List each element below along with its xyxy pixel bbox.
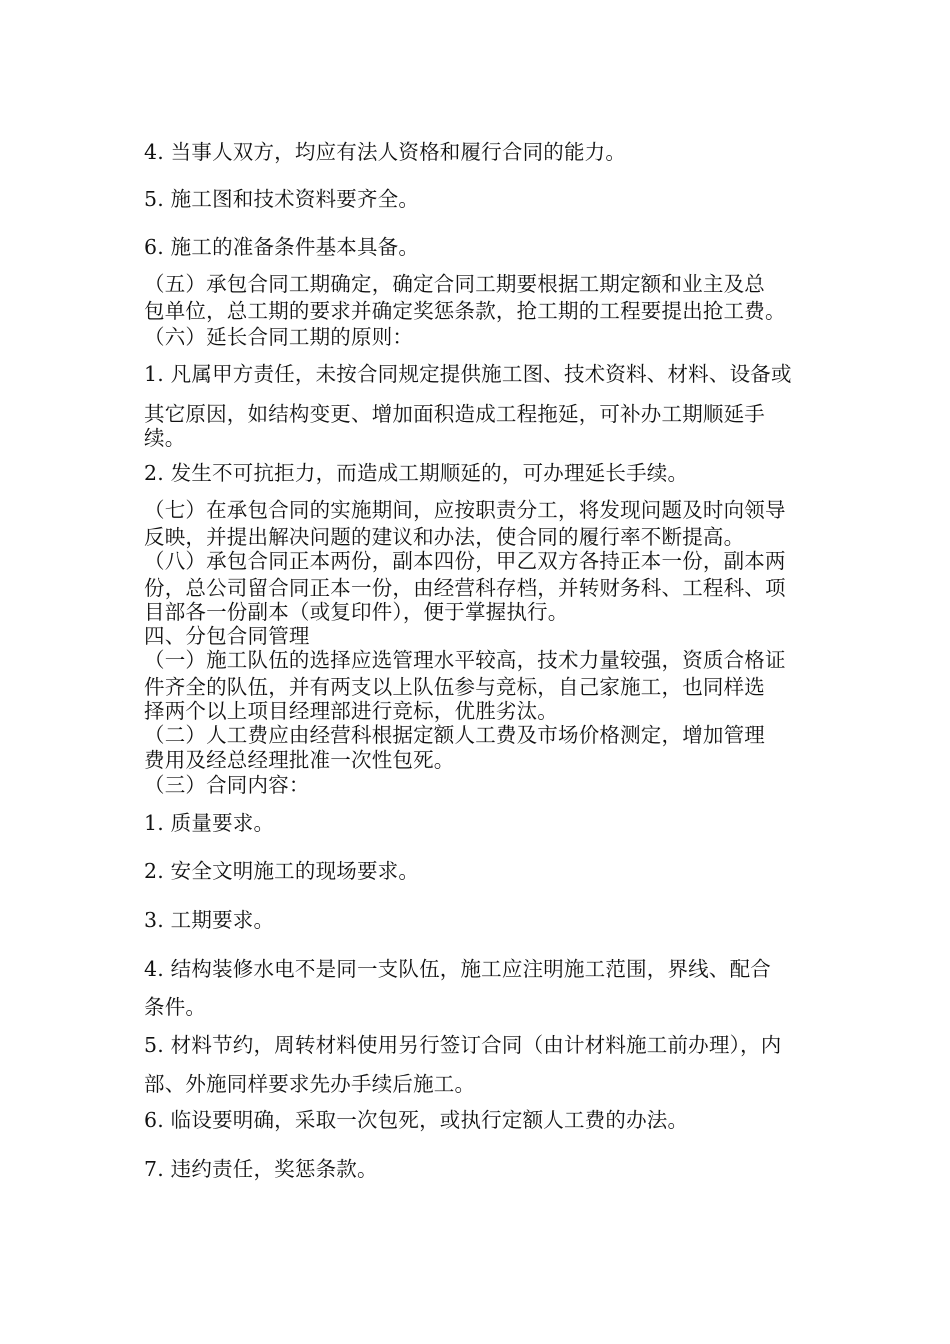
text-line: （八）承包合同正本两份，副本四份，甲乙双方各持正本一份，副本两 xyxy=(144,549,786,573)
text-line: （三）合同内容： xyxy=(144,773,310,797)
text-line: 6. 施工的准备条件基本具备。 xyxy=(144,235,420,259)
text-line: （七）在承包合同的实施期间，应按职责分工，将发现问题及时向领导 xyxy=(144,498,786,522)
text-line: 反映，并提出解决问题的建议和办法，使合同的履行率不断提高。 xyxy=(144,525,745,549)
text-line: 3. 工期要求。 xyxy=(144,908,275,932)
text-line: 1. 凡属甲方责任，未按合同规定提供施工图、技术资料、材料、设备或 xyxy=(144,362,792,386)
text-line: 2. 发生不可抗拒力，而造成工期顺延的，可办理延长手续。 xyxy=(144,461,689,485)
text-line: 2. 安全文明施工的现场要求。 xyxy=(144,859,420,883)
text-line: 择两个以上项目经理部进行竞标，优胜劣汰。 xyxy=(144,699,558,723)
text-line: （六）延长合同工期的原则： xyxy=(144,325,414,349)
text-line: 部、外施同样要求先办手续后施工。 xyxy=(144,1072,476,1096)
text-line: 目部各一份副本（或复印件），便于掌握执行。 xyxy=(144,600,569,624)
text-line: 4. 结构装修水电不是同一支队伍，施工应注明施工范围，界线、配合 xyxy=(144,957,771,981)
text-line: 费用及经总经理批准一次性包死。 xyxy=(144,748,455,772)
text-line: 1. 质量要求。 xyxy=(144,811,275,835)
section-heading: 四、分包合同管理 xyxy=(144,624,310,648)
text-line: （一）施工队伍的选择应选管理水平较高，技术力量较强，资质合格证 xyxy=(144,648,786,672)
text-line: 份，总公司留合同正本一份，由经营科存档，并转财务科、工程科、项 xyxy=(144,576,786,600)
text-line: 5. 施工图和技术资料要齐全。 xyxy=(144,187,420,211)
text-line: 7. 违约责任，奖惩条款。 xyxy=(144,1157,378,1181)
text-line: 续。 xyxy=(144,426,186,450)
text-line: 包单位，总工期的要求并确定奖惩条款，抢工期的工程要提出抢工费。 xyxy=(144,299,786,323)
text-line: 6. 临设要明确，采取一次包死，或执行定额人工费的办法。 xyxy=(144,1108,689,1132)
text-line: 5. 材料节约，周转材料使用另行签订合同（由计材料施工前办理），内 xyxy=(144,1033,782,1057)
text-line: 件齐全的队伍，并有两支以上队伍参与竞标，自己家施工，也同样选 xyxy=(144,675,765,699)
text-line: 条件。 xyxy=(144,995,207,1019)
text-line: （五）承包合同工期确定，确定合同工期要根据工期定额和业主及总 xyxy=(144,272,765,296)
text-line: （二）人工费应由经营科根据定额人工费及市场价格测定，增加管理 xyxy=(144,723,765,747)
text-line: 4. 当事人双方，均应有法人资格和履行合同的能力。 xyxy=(144,140,627,164)
text-line: 其它原因，如结构变更、增加面积造成工程拖延，可补办工期顺延手 xyxy=(144,402,765,426)
